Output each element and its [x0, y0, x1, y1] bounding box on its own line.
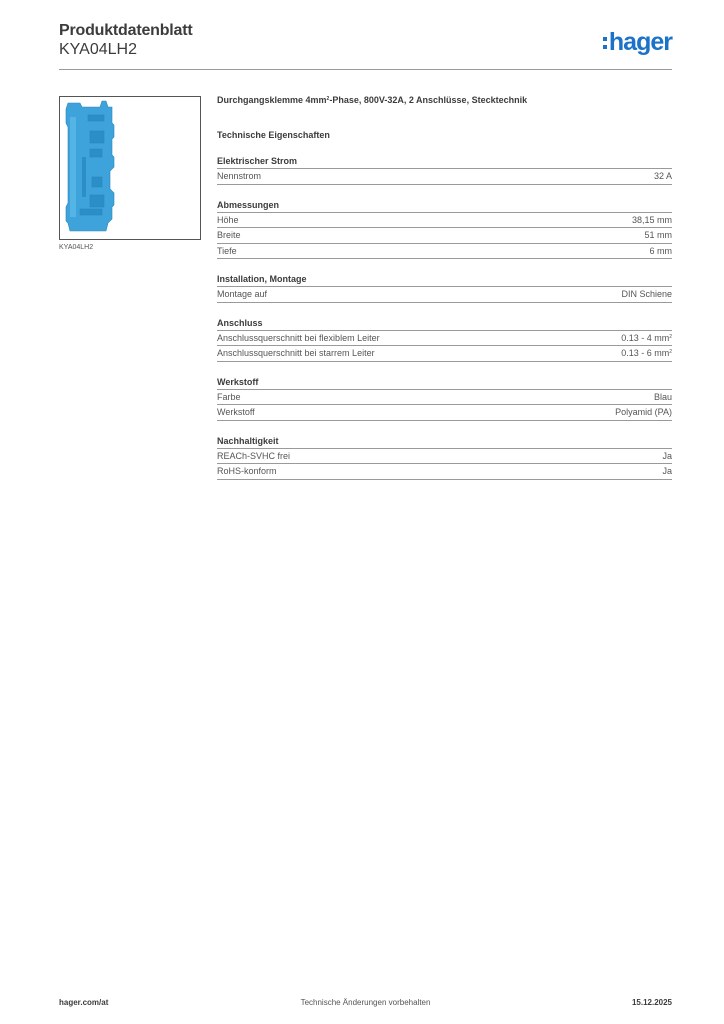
- property-label: Montage auf: [217, 289, 268, 299]
- property-value: Blau: [653, 391, 672, 402]
- property-row: [217, 228, 672, 244]
- property-row: [217, 169, 672, 185]
- property-value: Polyamid (PA): [615, 407, 672, 417]
- product-code: KYA04LH2: [59, 41, 137, 58]
- property-group: [217, 273, 672, 303]
- document-footer: [59, 998, 672, 1010]
- property-value: 6 mm: [649, 245, 672, 256]
- property-value: 0.13 - 6 $mm^2$: [621, 348, 672, 358]
- product-details: [217, 94, 672, 480]
- property-label: REACh-SVHC frei: [217, 450, 291, 461]
- property-value: 0.13 - 4 $mm^2$: [621, 332, 672, 343]
- property-group: [217, 199, 672, 260]
- property-row: [217, 287, 672, 303]
- property-group: [217, 435, 672, 480]
- logo-dots-icon: [603, 37, 607, 49]
- property-label: Anschlussquerschnitt bei starrem Leiter: [217, 348, 375, 358]
- property-groups: [217, 155, 672, 480]
- property-label: Farbe: [217, 391, 241, 402]
- property-label: Höhe: [217, 214, 239, 225]
- group-title: Elektrischer Strom: [217, 155, 672, 169]
- property-row: [217, 213, 672, 229]
- property-row: [217, 405, 672, 421]
- property-value: Ja: [662, 466, 672, 476]
- product-image: [59, 96, 201, 240]
- property-group: [217, 376, 672, 421]
- footer-notice: Technische Änderungen vorbehalten: [300, 998, 431, 1007]
- property-row: [217, 449, 672, 465]
- property-label: RoHS-konform: [217, 466, 277, 476]
- property-value: 51 mm: [644, 230, 672, 240]
- properties-heading: Technische Eigenschaften: [217, 130, 330, 140]
- terminal-block-icon: [60, 97, 200, 239]
- group-title: Abmessungen: [217, 199, 672, 213]
- property-label: Anschlussquerschnitt bei flexiblem Leiter: [217, 332, 380, 343]
- image-caption: KYA04LH2: [59, 244, 94, 251]
- hager-logo: [603, 28, 672, 56]
- property-label: Breite: [217, 230, 241, 240]
- property-label: Tiefe: [217, 245, 237, 256]
- property-row: [217, 390, 672, 406]
- document-header: [59, 22, 672, 70]
- group-title: Nachhaltigkeit: [217, 435, 672, 449]
- property-row: [217, 346, 672, 362]
- property-row: [217, 464, 672, 480]
- property-value: DIN Schiene: [621, 289, 672, 299]
- property-group: [217, 317, 672, 362]
- group-title: Anschluss: [217, 317, 672, 331]
- property-row: [217, 331, 672, 347]
- footer-website: hager.com/at: [59, 998, 109, 1007]
- document-title: Produktdatenblatt: [59, 22, 193, 39]
- property-label: Nennstrom: [217, 171, 262, 181]
- property-row: [217, 244, 672, 260]
- property-value: Ja: [662, 450, 672, 461]
- property-label: Werkstoff: [217, 407, 255, 417]
- footer-date: 15.12.2025: [631, 998, 672, 1007]
- group-title: Installation, Montage: [217, 273, 672, 287]
- property-value: 32 A: [653, 171, 672, 181]
- group-title: Werkstoff: [217, 376, 672, 390]
- property-value: 38,15 mm: [631, 214, 672, 225]
- logo-text: hager: [608, 28, 672, 56]
- property-group: [217, 155, 672, 185]
- product-description: Durchgangsklemme $4mm^2$-Phase, 800V-32A, 2 Anschlüsse, Stecktechnik: [217, 95, 528, 105]
